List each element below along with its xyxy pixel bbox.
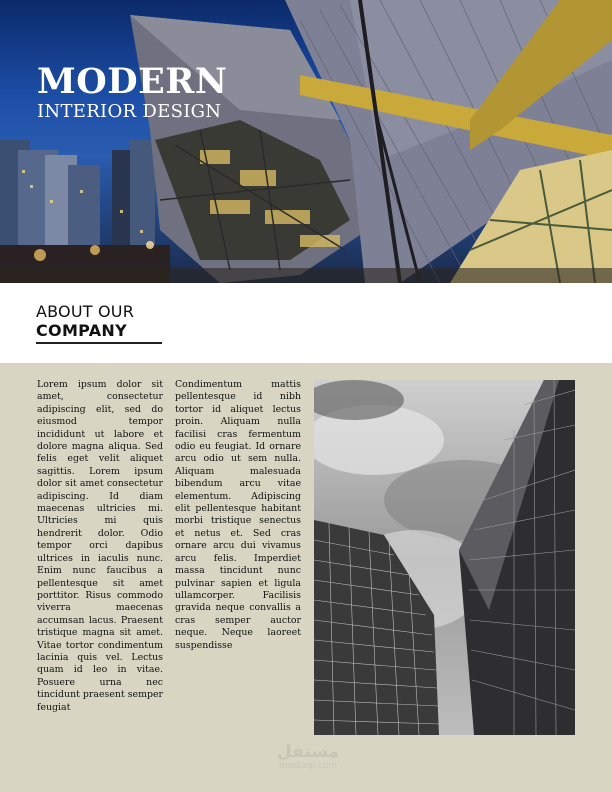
about-heading-line1: ABOUT OUR — [36, 302, 135, 321]
watermark-arabic: مستقل — [276, 742, 340, 762]
heading-underline — [36, 342, 162, 344]
hero-banner — [0, 0, 612, 283]
hero-subtitle: INTERIOR DESIGN — [37, 101, 222, 122]
skyscrapers-photo — [314, 380, 575, 735]
hero-architecture-photo — [0, 0, 612, 283]
about-heading-line2: COMPANY — [36, 321, 127, 340]
body-text-column-2: Condimentum mattis pellentesque id nibh tortor id aliquet lectus proin. Aliquam nulla facilisi cras fermentum odio eu feugiat. Id ornare arcu odio ut sem nulla. Aliquam malesuada bibendum arcu vitae elementum. Adipiscing elit pellentesque habitant morbi tristique senectus et netus et. Sed cras ornare arcu dui vivamus arcu felis. Imperdiet massa tincidunt nunc pulvinar sapien et ligula ullamcorper. Facilisis gravida neque convallis a cras semper auctor neque. Neque laoreet suspendisse — [175, 379, 301, 651]
body-text-column-1: Lorem ipsum dolor sit amet, consectetur adipiscing elit, sed do eiusmod tempor incididunt ut labore et dolore magna aliqua. Sed felis eget velit aliquet sagittis. Lorem ipsum dolor sit amet consectetur adipiscing. Id diam maecenas ultricies mi. Ultricies mi quis hendrerit dolor. Odio tempor orci dapibus ultrices in iaculis nunc. Enim nunc faucibus a pellentesque sit amet porttitor. Risus commodo viverra maecenas accumsan lacus. Praesent tristique magna sit amet. Vitae tortor condimentum lacinia quis vel. Lectus quam id leo in vitae. Posuere urna nec tincidunt praesent semper feugiat — [37, 379, 163, 713]
watermark — [268, 743, 348, 772]
hero-title: MODERN — [37, 61, 228, 102]
watermark-latin: mostaql.com — [278, 761, 338, 771]
